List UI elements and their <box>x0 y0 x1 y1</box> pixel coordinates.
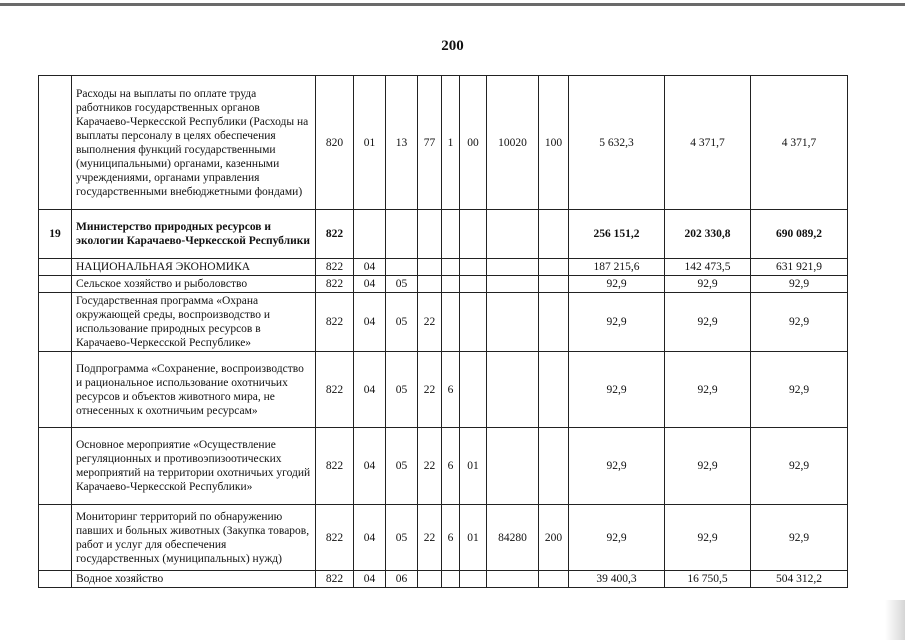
item-name: Основное мероприятие «Осуществление регуляционных и противоэпизоотических мероприятий на территории охотничьих угодий Карачаево-Черкесской Республики» <box>72 428 316 505</box>
row-number <box>39 505 72 571</box>
event-code: 01 <box>460 505 487 571</box>
amount-3: 504 312,2 <box>751 571 848 588</box>
amount-2: 92,9 <box>665 505 751 571</box>
row-number <box>39 352 72 428</box>
amount-1: 256 151,2 <box>569 210 665 259</box>
amount-3: 690 089,2 <box>751 210 848 259</box>
subprogram-code <box>442 293 460 352</box>
section-code: 04 <box>354 505 386 571</box>
amount-1: 5 632,3 <box>569 76 665 210</box>
table-row <box>39 76 848 210</box>
table-row <box>39 428 848 505</box>
row-number <box>39 428 72 505</box>
program-code: 22 <box>418 505 442 571</box>
amount-1: 92,9 <box>569 428 665 505</box>
item-name: НАЦИОНАЛЬНАЯ ЭКОНОМИКА <box>72 259 316 276</box>
amount-1: 92,9 <box>569 276 665 293</box>
amount-3: 92,9 <box>751 428 848 505</box>
direction-code <box>487 276 539 293</box>
ministry-code: 822 <box>316 293 354 352</box>
ministry-code: 822 <box>316 505 354 571</box>
amount-3: 92,9 <box>751 293 848 352</box>
amount-3: 4 371,7 <box>751 76 848 210</box>
program-code: 77 <box>418 76 442 210</box>
section-code: 04 <box>354 428 386 505</box>
subsection-code: 05 <box>386 293 418 352</box>
subsection-code: 13 <box>386 76 418 210</box>
expense-type-code <box>539 259 569 276</box>
page-number: 200 <box>441 38 464 54</box>
program-code <box>418 259 442 276</box>
table-row <box>39 259 848 276</box>
item-name: Мониторинг территорий по обнаружению павших и больных животных (Закупка товаров, работ и услуг для обеспечения государственных (муниципальных) нужд) <box>72 505 316 571</box>
subsection-code: 05 <box>386 352 418 428</box>
amount-3: 92,9 <box>751 276 848 293</box>
row-number <box>39 293 72 352</box>
expense-type-code <box>539 571 569 588</box>
expense-type-code <box>539 352 569 428</box>
ministry-code: 822 <box>316 571 354 588</box>
ministry-code: 822 <box>316 352 354 428</box>
expense-type-code <box>539 428 569 505</box>
amount-1: 92,9 <box>569 293 665 352</box>
row-number <box>39 259 72 276</box>
subprogram-code: 6 <box>442 505 460 571</box>
direction-code: 84280 <box>487 505 539 571</box>
item-name: Расходы на выплаты по оплате труда работников государственных органов Карачаево-Черкесской Республики (Расходы на выплаты персоналу в целях обеспечения выполнения функций государственными (муниципальными) органами, казенными учреждениями, органами управления государственными внебюджетными фондами) <box>72 76 316 210</box>
event-code <box>460 259 487 276</box>
amount-2: 4 371,7 <box>665 76 751 210</box>
section-code: 04 <box>354 352 386 428</box>
amount-3: 92,9 <box>751 505 848 571</box>
ministry-code: 822 <box>316 210 354 259</box>
budget-table <box>38 75 848 588</box>
table-row <box>39 293 848 352</box>
section-code <box>354 210 386 259</box>
ministry-code: 822 <box>316 259 354 276</box>
amount-1: 92,9 <box>569 352 665 428</box>
amount-2: 202 330,8 <box>665 210 751 259</box>
section-code: 01 <box>354 76 386 210</box>
amount-2: 16 750,5 <box>665 571 751 588</box>
program-code: 22 <box>418 293 442 352</box>
section-code: 04 <box>354 571 386 588</box>
event-code <box>460 276 487 293</box>
amount-1: 92,9 <box>569 505 665 571</box>
expense-type-code <box>539 276 569 293</box>
program-code: 22 <box>418 352 442 428</box>
expense-type-code: 100 <box>539 76 569 210</box>
scan-top-edge <box>0 3 905 6</box>
program-code <box>418 571 442 588</box>
event-code <box>460 293 487 352</box>
amount-1: 39 400,3 <box>569 571 665 588</box>
subsection-code: 05 <box>386 505 418 571</box>
subprogram-code <box>442 276 460 293</box>
amount-2: 92,9 <box>665 428 751 505</box>
direction-code <box>487 352 539 428</box>
direction-code: 10020 <box>487 76 539 210</box>
expense-type-code: 200 <box>539 505 569 571</box>
row-number <box>39 276 72 293</box>
ministry-code: 822 <box>316 428 354 505</box>
scan-edge-shadow <box>885 600 905 640</box>
row-number: 19 <box>39 210 72 259</box>
event-code <box>460 210 487 259</box>
amount-2: 92,9 <box>665 352 751 428</box>
subsection-code: 05 <box>386 428 418 505</box>
table-row <box>39 210 848 259</box>
direction-code <box>487 210 539 259</box>
subprogram-code <box>442 210 460 259</box>
item-name: Подпрограмма «Сохранение, воспроизводство и рациональное использование охотничьих ресурсов и объектов животного мира, не отнесенных к охотничьим ресурсам» <box>72 352 316 428</box>
subsection-code <box>386 259 418 276</box>
amount-1: 187 215,6 <box>569 259 665 276</box>
subprogram-code <box>442 571 460 588</box>
subsection-code: 06 <box>386 571 418 588</box>
amount-2: 142 473,5 <box>665 259 751 276</box>
expense-type-code <box>539 293 569 352</box>
amount-3: 631 921,9 <box>751 259 848 276</box>
subsection-code <box>386 210 418 259</box>
event-code <box>460 352 487 428</box>
program-code <box>418 210 442 259</box>
subsection-code: 05 <box>386 276 418 293</box>
direction-code <box>487 293 539 352</box>
direction-code <box>487 428 539 505</box>
table-row <box>39 352 848 428</box>
amount-2: 92,9 <box>665 276 751 293</box>
subprogram-code: 6 <box>442 352 460 428</box>
event-code: 00 <box>460 76 487 210</box>
item-name: Государственная программа «Охрана окружающей среды, воспроизводство и использование природных ресурсов в Карачаево-Черкесской Республике» <box>72 293 316 352</box>
row-number <box>39 76 72 210</box>
subprogram-code: 6 <box>442 428 460 505</box>
direction-code <box>487 571 539 588</box>
event-code: 01 <box>460 428 487 505</box>
subprogram-code <box>442 259 460 276</box>
table-row <box>39 505 848 571</box>
program-code <box>418 276 442 293</box>
expense-type-code <box>539 210 569 259</box>
amount-2: 92,9 <box>665 293 751 352</box>
direction-code <box>487 259 539 276</box>
item-name: Министерство природных ресурсов и экологии Карачаево-Черкесской Республики <box>72 210 316 259</box>
item-name: Водное хозяйство <box>72 571 316 588</box>
section-code: 04 <box>354 276 386 293</box>
program-code: 22 <box>418 428 442 505</box>
amount-3: 92,9 <box>751 352 848 428</box>
section-code: 04 <box>354 293 386 352</box>
section-code: 04 <box>354 259 386 276</box>
ministry-code: 820 <box>316 76 354 210</box>
table-row <box>39 276 848 293</box>
event-code <box>460 571 487 588</box>
item-name: Сельское хозяйство и рыболовство <box>72 276 316 293</box>
ministry-code: 822 <box>316 276 354 293</box>
row-number <box>39 571 72 588</box>
table-row <box>39 571 848 588</box>
subprogram-code: 1 <box>442 76 460 210</box>
